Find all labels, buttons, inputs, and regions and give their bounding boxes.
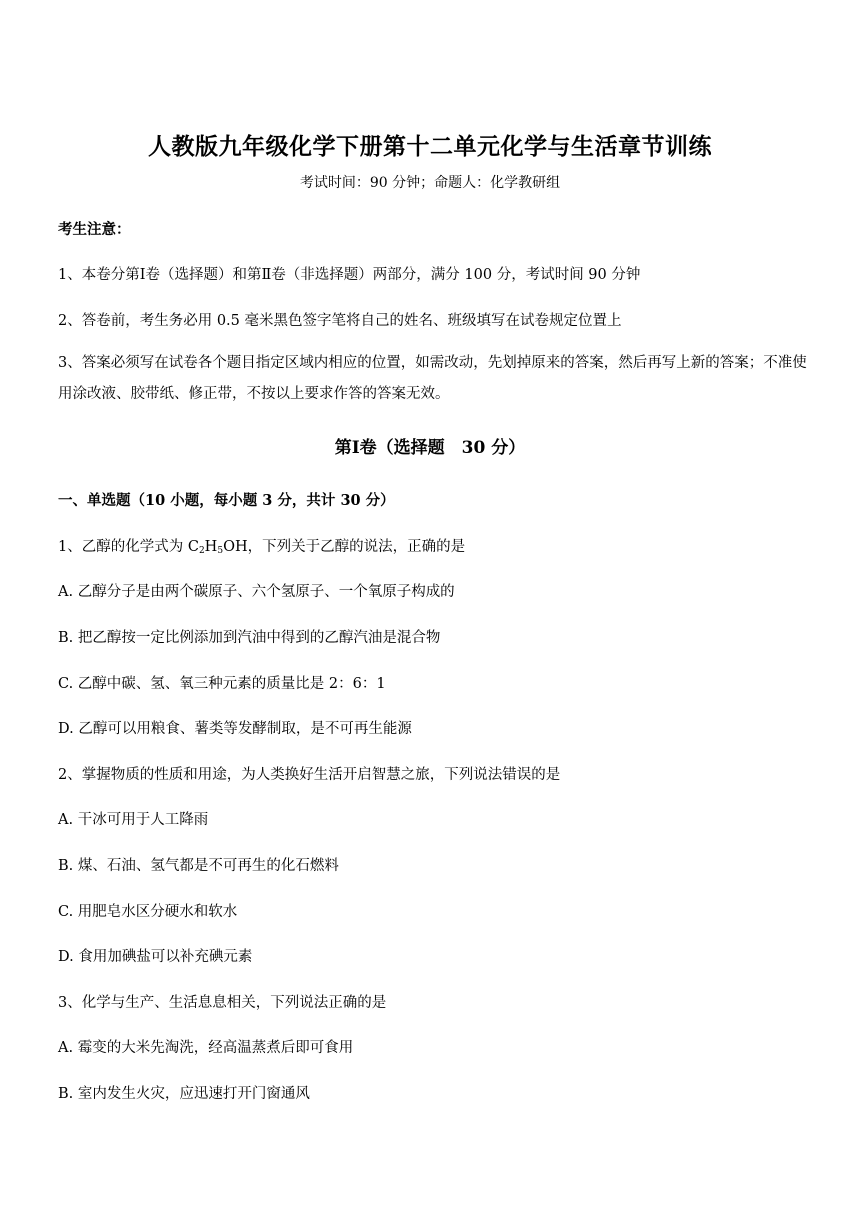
question-1-option-c: C. 乙醇中碳、氢、氧三种元素的质量比是 2：6：1 <box>58 676 386 692</box>
question-3-option-b: B. 室内发生火灾，应迅速打开门窗通风 <box>58 1086 310 1102</box>
formula-subscript: 5 <box>217 546 224 556</box>
document-title: 人教版九年级化学下册第十二单元化学与生活章节训练 <box>148 133 712 160</box>
question-2-option-c: C. 用肥皂水区分硬水和软水 <box>58 904 238 920</box>
formula-subscript: 2 <box>198 546 205 556</box>
notice-item-1: 1、本卷分第Ⅰ卷（选择题）和第Ⅱ卷（非选择题）两部分，满分 100 分，考试时间 90 分钟 <box>58 267 641 283</box>
formula-part: H <box>204 539 218 555</box>
exam-info: 考试时间：90 分钟；命题人：化学教研组 <box>299 175 561 191</box>
question-2-option-a: A. 干冰可用于人工降雨 <box>58 812 209 828</box>
notice-heading: 考生注意： <box>58 221 131 238</box>
question-1-stem-prefix: 1、乙醇的化学式为 C <box>58 539 199 555</box>
notice-item-3: 3、答案必须写在试卷各个题目指定区域内相应的位置，如需改动，先划掉原来的答案，然后再写上新的答案；不准使用涂改液、胶带纸、修正带，不按以上要求作答的答案无效。 <box>58 355 807 402</box>
question-3-option-a: A. 霉变的大米先淘洗，经高温蒸煮后即可食用 <box>58 1040 354 1056</box>
question-2-stem: 2、掌握物质的性质和用途，为人类换好生活开启智慧之旅，下列说法错误的是 <box>58 767 561 783</box>
section-title: 第Ⅰ卷（选择题 30 分） <box>334 438 526 458</box>
part-heading: 一、单选题（10 小题，每小题 3 分，共计 30 分） <box>58 492 395 509</box>
question-1-option-a: A. 乙醇分子是由两个碳原子、六个氢原子、一个氧原子构成的 <box>58 584 455 600</box>
question-1-stem-suffix: OH，下列关于乙醇的说法，正确的是 <box>223 539 466 555</box>
question-2-option-d: D. 食用加碘盐可以补充碘元素 <box>58 949 253 965</box>
question-1-option-b: B. 把乙醇按一定比例添加到汽油中得到的乙醇汽油是混合物 <box>58 630 441 646</box>
question-2-option-b: B. 煤、石油、氢气都是不可再生的化石燃料 <box>58 858 339 874</box>
question-1-option-d: D. 乙醇可以用粮食、薯类等发酵制取，是不可再生能源 <box>58 721 412 737</box>
question-1-stem <box>58 535 818 556</box>
notice-item-2: 2、答卷前，考生务必用 0.5 毫米黑色签字笔将自己的姓名、班级填写在试卷规定位置上 <box>58 313 622 329</box>
question-3-stem: 3、化学与生产、生活息息相关，下列说法正确的是 <box>58 995 387 1011</box>
